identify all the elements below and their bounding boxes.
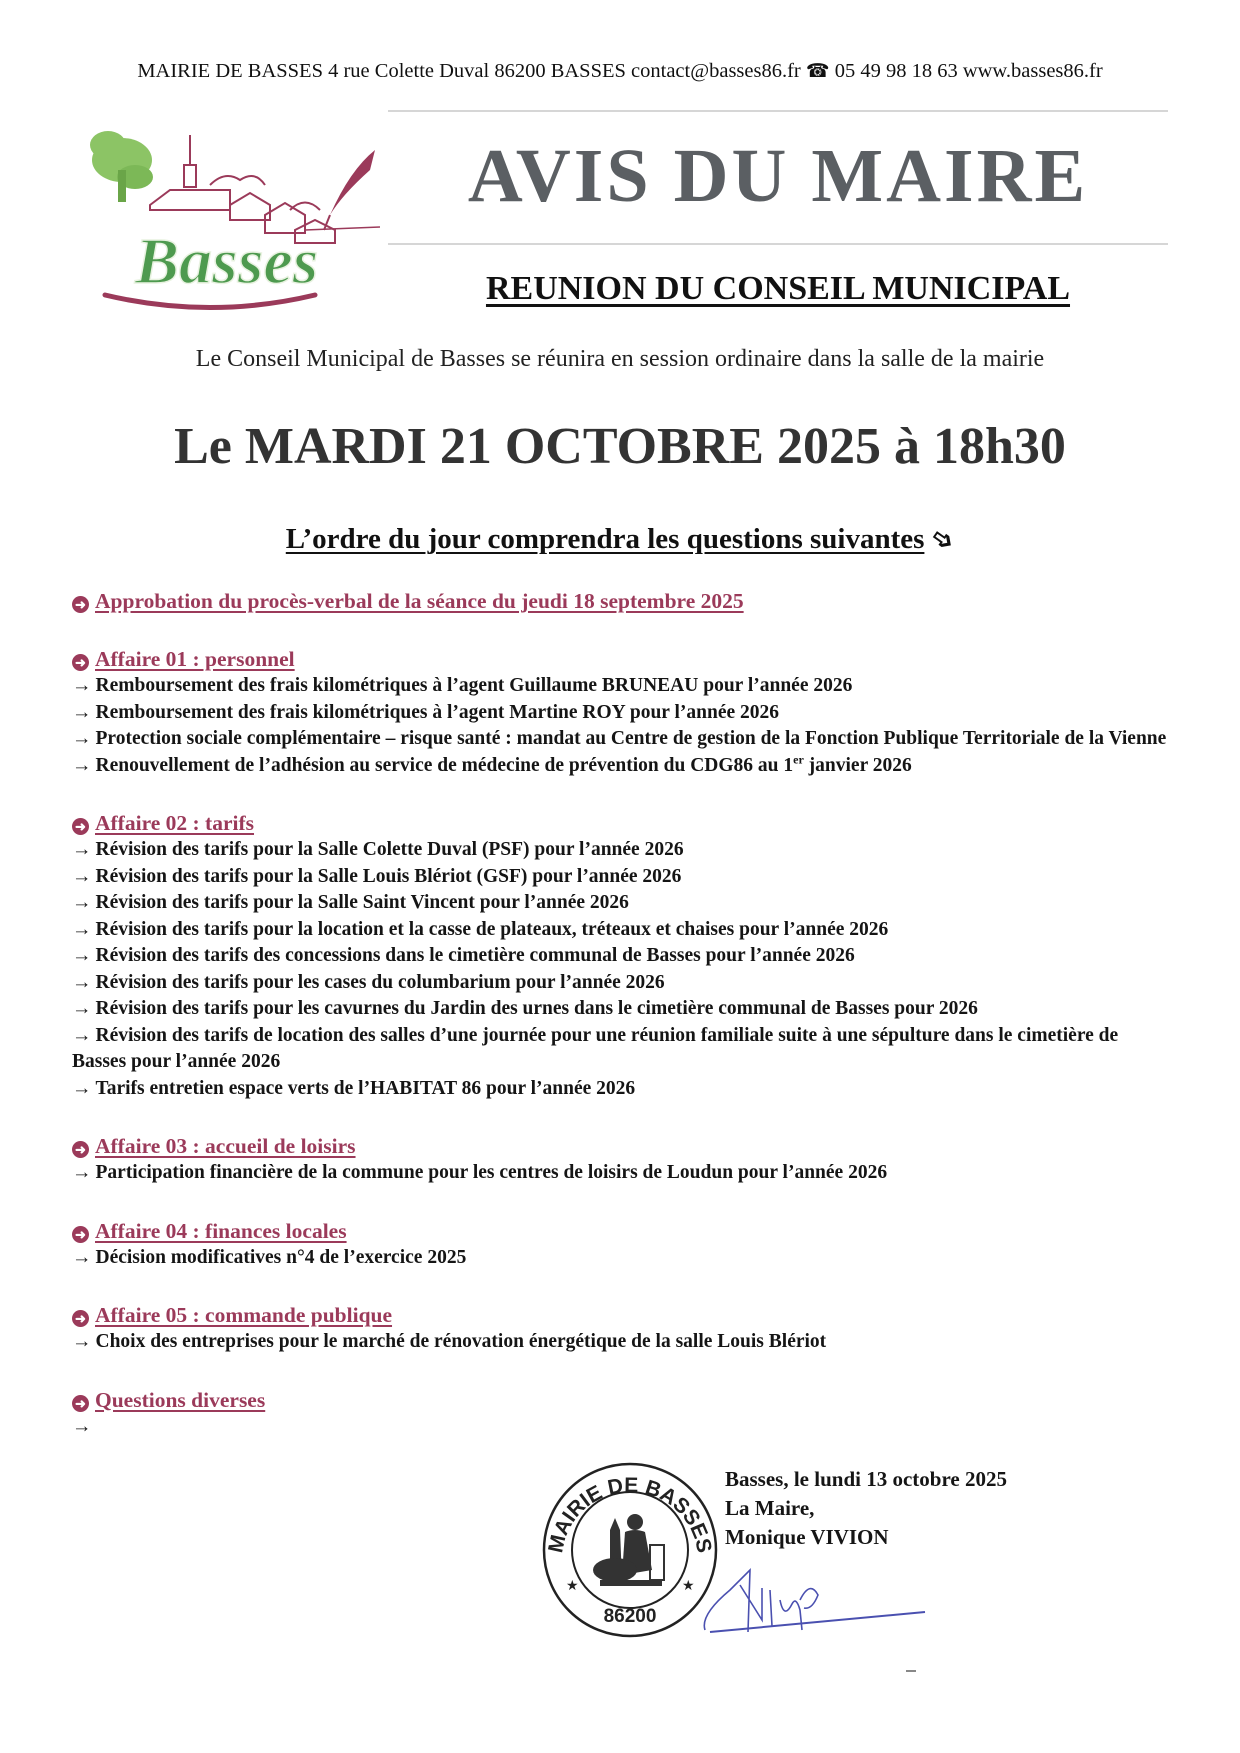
agenda-item [72, 1160, 1172, 1187]
agenda-item [72, 837, 1172, 864]
quill-icon [305, 150, 380, 230]
arrow-right-icon: → [72, 1246, 92, 1268]
agenda-item-text: Révision des tarifs de location des salles d’une journée pour une réunion familiale suite à une sépulture dans le cimetière de Basses pour l’année 2026 [72, 1024, 1119, 1072]
agenda-section-title [72, 1132, 1172, 1160]
agenda-section-title-text: Affaire 04 : finances locales [95, 1218, 347, 1243]
ordinal-superscript: er [793, 752, 804, 766]
agenda-item [72, 1076, 1172, 1103]
arrow-right-icon: → [72, 892, 92, 913]
intro-text: Le Conseil Municipal de Basses se réunira en session ordinaire dans la salle de la mairie [195, 346, 1045, 372]
agenda-item-text: Participation financière de la commune pour les centres de loisirs de Loudun pour l’année 2026 [95, 1162, 888, 1183]
meeting-heading [388, 272, 1168, 306]
agenda-section [72, 645, 1172, 779]
arrow-right-icon: → [72, 998, 92, 1019]
agenda-item-text-end: janvier 2026 [803, 754, 912, 776]
agenda-section [72, 1301, 1172, 1356]
arrow-right-icon: → [72, 945, 92, 966]
arrow-right-icon: → [72, 1077, 92, 1099]
agenda-section [72, 1217, 1172, 1272]
agenda-section-title [72, 587, 1172, 615]
stamp-text-top: MAIRIE DE BASSES [544, 1473, 716, 1555]
agenda-item-text: Révision des tarifs pour les cases du columbarium pour l’année 2026 [95, 971, 665, 993]
logo-text: Basses [135, 225, 319, 298]
arrow-right-icon: → [72, 971, 92, 993]
circled-arrow-icon: ➜ [72, 1141, 89, 1158]
arrow-right-icon: → [72, 1162, 92, 1183]
agenda-item-text: Tarifs entretien espace verts de l’HABITAT 86 pour l’année 2026 [95, 1077, 636, 1099]
agenda-item [72, 943, 1172, 970]
page-title: AVIS DU MAIRE [467, 134, 1089, 218]
signature-name: Monique VIVION [725, 1525, 889, 1549]
agenda-item [72, 1329, 1172, 1356]
agenda-section [72, 1386, 1172, 1441]
arrow-right-icon: → [72, 1024, 92, 1046]
agenda-item [72, 753, 1172, 780]
circled-arrow-icon: ➜ [72, 1226, 89, 1243]
meeting-date: Le MARDI 21 OCTOBRE 2025 à 18h30 [174, 418, 1066, 475]
title-rule-bottom [388, 243, 1168, 245]
agenda-section-title-text: Approbation du procès-verbal de la séance du jeudi 18 septembre 2025 [95, 589, 744, 613]
arrow-right-icon: → [72, 1331, 92, 1352]
agenda-section-title [72, 1217, 1172, 1245]
star-icon: ★ [566, 1579, 579, 1594]
agenda-section-title-text: Questions diverses [95, 1387, 266, 1412]
marianne-seal-icon [593, 1514, 664, 1586]
title-rule-top [388, 110, 1168, 112]
agenda-heading [0, 523, 1240, 556]
agenda-item-text: Révision des tarifs pour la Salle Saint Vincent pour l’année 2026 [95, 892, 629, 913]
circled-arrow-icon: ➜ [72, 596, 89, 613]
agenda-item-text: Révision des tarifs pour la Salle Louis Blériot (GSF) pour l’année 2026 [95, 865, 682, 887]
arrow-right-icon: → [72, 675, 92, 696]
agenda-item [72, 1023, 1172, 1076]
agenda-item [72, 917, 1172, 944]
arrow-right-icon: → [72, 754, 92, 776]
arrow-right-icon: → [72, 918, 92, 940]
agenda-section-title [72, 809, 1172, 837]
agenda-item-text: Révision des tarifs pour les cavurnes du Jardin des urnes dans le cimetière communal de Basses pour 2026 [95, 998, 978, 1019]
agenda-section-title [72, 645, 1172, 673]
telephone-icon: ☎ [805, 61, 830, 82]
stamp-text-bottom: 86200 [603, 1606, 657, 1627]
phone-number: 05 49 98 18 63 [834, 60, 958, 82]
address: MAIRIE DE BASSES 4 rue Colette Duval 86200 BASSES contact@basses86.fr [137, 60, 801, 82]
arrow-down-right-icon: ➩ [926, 521, 961, 558]
agenda-item [72, 1245, 1172, 1272]
agenda-item [72, 673, 1172, 700]
agenda-item [72, 864, 1172, 891]
agenda-item [72, 700, 1172, 727]
footer-mark [906, 1670, 916, 1672]
agenda-item-text: Choix des entreprises pour le marché de rénovation énergétique de la salle Louis Blériot [95, 1331, 827, 1352]
star-icon: ★ [682, 1579, 695, 1594]
signature-block [725, 1465, 1007, 1552]
agenda-section [72, 1132, 1172, 1187]
agenda-section-title-text: Affaire 05 : commande publique [95, 1303, 393, 1327]
agenda-item-text: Révision des tarifs pour la Salle Colette Duval (PSF) pour l’année 2026 [95, 839, 684, 860]
handwritten-signature [700, 1560, 940, 1640]
agenda-item-text: Remboursement des frais kilométriques à l’agent Guillaume BRUNEAU pour l’année 2026 [95, 675, 853, 696]
mairie-stamp [540, 1460, 720, 1640]
arrow-right-icon: → [72, 701, 92, 723]
agenda-section [72, 809, 1172, 1102]
agenda-item-text: Révision des tarifs pour la location et la casse de plateaux, tréteaux et chaises pour l’année 2026 [95, 918, 889, 940]
agenda-list [72, 587, 1172, 1470]
meeting-heading-text: REUNION DU CONSEIL MUNICIPAL [485, 270, 1071, 307]
arrow-right-icon: → [72, 839, 92, 860]
agenda-section-title [72, 1386, 1172, 1414]
agenda-item-text: Révision des tarifs des concessions dans le cimetière communal de Basses pour l’année 2026 [95, 945, 855, 966]
tree-icon [90, 131, 153, 202]
arrow-right-icon: → [72, 1415, 92, 1437]
website-link[interactable]: www.basses86.fr [962, 60, 1103, 82]
agenda-item [72, 1414, 1172, 1441]
arrow-right-icon: → [72, 865, 92, 887]
circled-arrow-icon: ➜ [72, 1395, 89, 1412]
agenda-item [72, 726, 1172, 753]
arrow-right-icon: → [72, 728, 92, 749]
agenda-item-text: Remboursement des frais kilométriques à l’agent Martine ROY pour l’année 2026 [95, 701, 780, 723]
agenda-section-title-text: Affaire 03 : accueil de loisirs [95, 1134, 356, 1158]
signature-place-date: Basses, le lundi 13 octobre 2025 [725, 1467, 1007, 1491]
circled-arrow-icon: ➜ [72, 654, 89, 671]
agenda-section-title-text: Affaire 01 : personnel [95, 647, 295, 671]
agenda-item [72, 996, 1172, 1023]
agenda-item [72, 970, 1172, 997]
letterhead-contact-line [0, 60, 1240, 83]
agenda-item-text: Protection sociale complémentaire – risque santé : mandat au Centre de gestion de la Fonction Publique Territoriale de la Vienne [95, 728, 1167, 749]
circled-arrow-icon: ➜ [72, 818, 89, 835]
agenda-item [72, 890, 1172, 917]
agenda-item-text: Renouvellement de l’adhésion au service de médecine de prévention du CDG86 au 1 [95, 754, 794, 776]
agenda-item-text: Décision modificatives n°4 de l’exercice 2025 [95, 1246, 467, 1268]
agenda-heading-text: L’ordre du jour comprendra les questions suivantes [285, 523, 925, 555]
agenda-section [72, 587, 1172, 615]
circled-arrow-icon: ➜ [72, 1310, 89, 1327]
signature-role: La Maire, [725, 1496, 815, 1520]
agenda-section-title-text: Affaire 02 : tarifs [95, 811, 255, 835]
basses-logo [80, 115, 380, 320]
agenda-section-title [72, 1301, 1172, 1329]
